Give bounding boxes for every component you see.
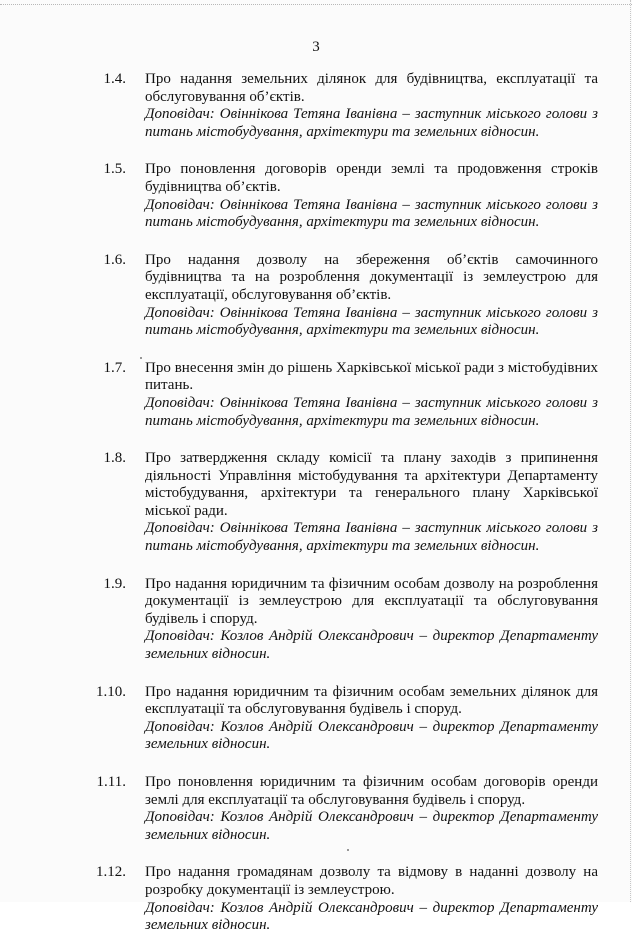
agenda-item-title: Про надання дозволу на збереження об’єктів самочинного будівництва та на розроблення документації із землеустрою для експлуатації, обслуговування об’єктів. — [145, 251, 598, 303]
agenda-item-body — [145, 684, 598, 754]
agenda-item-body — [145, 450, 598, 556]
agenda-item-number: 1.7. — [103, 359, 126, 376]
agenda-item-number: 1.9. — [103, 575, 126, 592]
agenda-item — [0, 360, 632, 430]
agenda-item-number: 1.4. — [103, 71, 126, 87]
agenda-item — [0, 161, 632, 231]
agenda-item — [0, 684, 632, 754]
agenda-item-body — [145, 864, 598, 934]
agenda-item-body — [145, 161, 598, 231]
agenda-item — [0, 576, 632, 664]
agenda-item-title: Про надання земельних ділянок для будівництва, експлуатації та обслуговування об’єктів. — [145, 71, 598, 105]
speaker-text: Овіннікова Тетяна Іванівна – заступник міського голови з питань містобудування, архітектури та земельних відносин. — [145, 304, 598, 339]
agenda-item-title: Про надання юридичним та фізичним особам дозволу на розроблення документації із землеустрою для експлуатації та обслуговування будівель і споруд. — [145, 575, 598, 627]
page-number: 3 — [312, 39, 320, 55]
agenda-item-title: Про поновлення договорів оренди землі та продовження строків будівництва об’єктів. — [145, 161, 598, 195]
agenda-item-title: Про внесення змін до рішень Харківської міської ради з містобудівних питань. — [145, 359, 598, 394]
agenda-item-body — [145, 252, 598, 340]
speaker-label: Доповідач: — [145, 394, 215, 411]
speaker-label: Доповідач: — [145, 718, 215, 735]
agenda-item-title: Про затвердження складу комісії та плану заходів з припинення діяльності Управління містобудування та архітектури Департаменту містобудування, архітектури та генерального плану Харківської міської ради. — [145, 450, 598, 519]
speaker-label: Доповідач: — [145, 520, 215, 537]
agenda-item-title: Про надання юридичним та фізичним особам земельних ділянок для експлуатації та обслуговування будівель і споруд. — [145, 683, 598, 718]
speaker-label: Доповідач: — [145, 809, 215, 826]
speaker-label: Доповідач: — [145, 106, 215, 123]
agenda-item-number: 1.11. — [96, 774, 126, 790]
speaker-text: Овіннікова Тетяна Іванівна – заступник міського голови з питань містобудування, архітектури та земельних відносин. — [145, 394, 598, 429]
scan-edge-top — [0, 4, 632, 5]
speaker-text: Козлов Андрій Олександрович – директор Департаменту земельних відносин. — [145, 628, 598, 663]
agenda-item-number: 1.12. — [96, 864, 126, 881]
agenda-item — [0, 450, 632, 556]
agenda-item-speaker — [145, 305, 598, 340]
speaker-text: Овіннікова Тетяна Іванівна – заступник міського голови з питань містобудування, архітектури та земельних відносин. — [145, 196, 598, 231]
agenda-item — [0, 774, 632, 844]
agenda-item-number: 1.10. — [96, 683, 126, 700]
agenda-item — [0, 252, 632, 340]
agenda-item-speaker — [145, 809, 598, 844]
agenda-item-speaker — [145, 197, 598, 232]
agenda-item-speaker — [145, 900, 598, 935]
speaker-text: Козлов Андрій Олександрович – директор Департаменту земельних відносин. — [145, 809, 598, 843]
agenda-item — [0, 71, 632, 141]
agenda-item-body — [145, 71, 598, 141]
agenda-list — [0, 71, 632, 935]
speaker-text: Овіннікова Тетяна Іванівна – заступник міського голови з питань містобудування, архітектури та земельних відносин. — [145, 520, 598, 555]
agenda-item-speaker — [145, 628, 598, 663]
speaker-text: Козлов Андрій Олександрович – директор Департаменту земельних відносин. — [145, 899, 598, 934]
agenda-item-body — [145, 360, 598, 430]
speaker-label: Доповідач: — [145, 899, 215, 916]
agenda-item-title: Про поновлення юридичним та фізичним особам договорів оренди землі для експлуатації та обслуговування будівель і споруд. — [145, 774, 598, 808]
speaker-label: Доповідач: — [145, 304, 215, 321]
speaker-text: Овіннікова Тетяна Іванівна – заступник міського голови з питань містобудування, архітектури та земельних відносин. — [145, 106, 598, 140]
agenda-item-title: Про надання громадянам дозволу та відмову в наданні дозволу на розробку документації із землеустрою. — [145, 864, 598, 898]
agenda-item — [0, 864, 632, 934]
agenda-item-number: 1.6. — [103, 251, 126, 268]
speaker-label: Доповідач: — [145, 628, 215, 645]
agenda-item-number: 1.5. — [103, 161, 126, 178]
agenda-item-number: 1.8. — [103, 450, 126, 467]
agenda-item-body — [145, 774, 598, 844]
agenda-item-speaker — [145, 106, 598, 141]
agenda-item-speaker — [145, 395, 598, 430]
speaker-label: Доповідач: — [145, 196, 215, 213]
agenda-item-body — [145, 576, 598, 664]
agenda-item-speaker — [145, 719, 598, 754]
speaker-text: Козлов Андрій Олександрович – директор Департаменту земельних відносин. — [145, 718, 598, 753]
agenda-item-speaker — [145, 520, 598, 555]
